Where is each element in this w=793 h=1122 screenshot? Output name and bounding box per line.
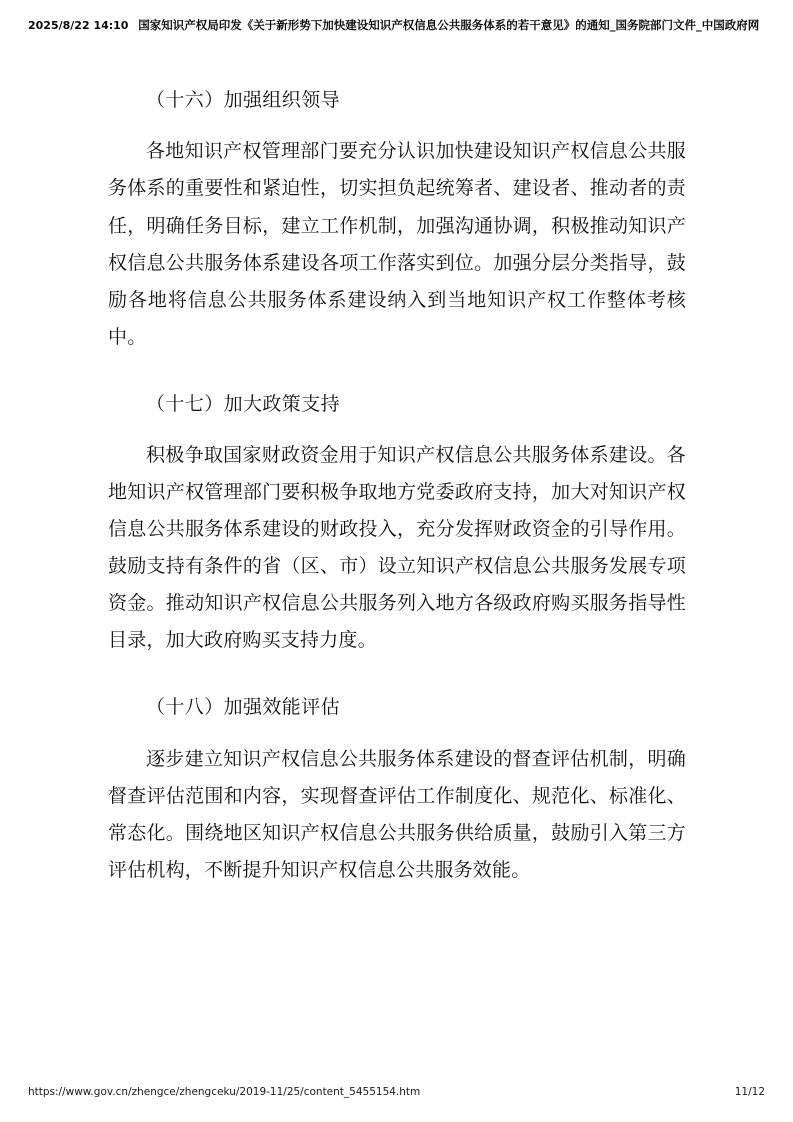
footer-source-url[interactable]: https://www.gov.cn/zhengce/zhengceku/2019-11/25/content_5455154.htm [28,1086,421,1098]
section-paragraph: 逐步建立知识产权信息公共服务体系建设的督查评估机制，明确督查评估范围和内容，实现督查评估工作制度化、规范化、标准化、常态化。围绕地区知识产权信息公共服务供给质量，鼓励引入第三方评估机构，不断提升知识产权信息公共服务效能。 [108,748,686,882]
spacer [108,677,686,693]
section-paragraph: 各地知识产权管理部门要充分认识加快建设知识产权信息公共服务体系的重要性和紧迫性，切实担负起统筹者、建设者、推动者的责任，明确任务目标，建立工作机制，加强沟通协调，积极推动知识产权信息公共服务体系建设各项工作落实到位。加强分层分类指导，鼓励各地将信息公共服务体系建设纳入到当地知识产权工作整体考核中。 [108,141,686,348]
spacer [108,423,686,437]
section-block [108,390,686,660]
section-heading: （十七）加大政策支持 [146,393,341,415]
section-heading: （十六）加强组织领导 [146,90,341,111]
section-block [108,86,686,356]
spacer [108,374,686,390]
footer-page-number: 11/12 [734,1086,765,1098]
section-paragraph: 积极争取国家财政资金用于知识产权信息公共服务体系建设。各地知识产权管理部门要积极争取地方党委政府支持，加大对知识产权信息公共服务体系建设的财政投入，充分发挥财政资金的引导作用。鼓励支持有条件的省（区、市）设立知识产权信息公共服务发展专项资金。推动知识产权信息公共服务列入地方各级政府购买服务指导性目录，加大政府购买支持力度。 [108,445,686,652]
header-date: 2025/8/22 14:10 [28,18,129,32]
spacer [108,727,686,741]
print-header [0,16,793,34]
section-block [108,693,686,889]
section-heading: （十八）加强效能评估 [146,697,341,719]
print-footer [0,1084,793,1100]
spacer [108,119,686,133]
document-body [108,62,686,907]
header-document-title: 国家知识产权局印发《关于新形势下加快建设知识产权信息公共服务体系的若干意见》的通知_国务院部门文件_中国政府网 [138,18,760,32]
